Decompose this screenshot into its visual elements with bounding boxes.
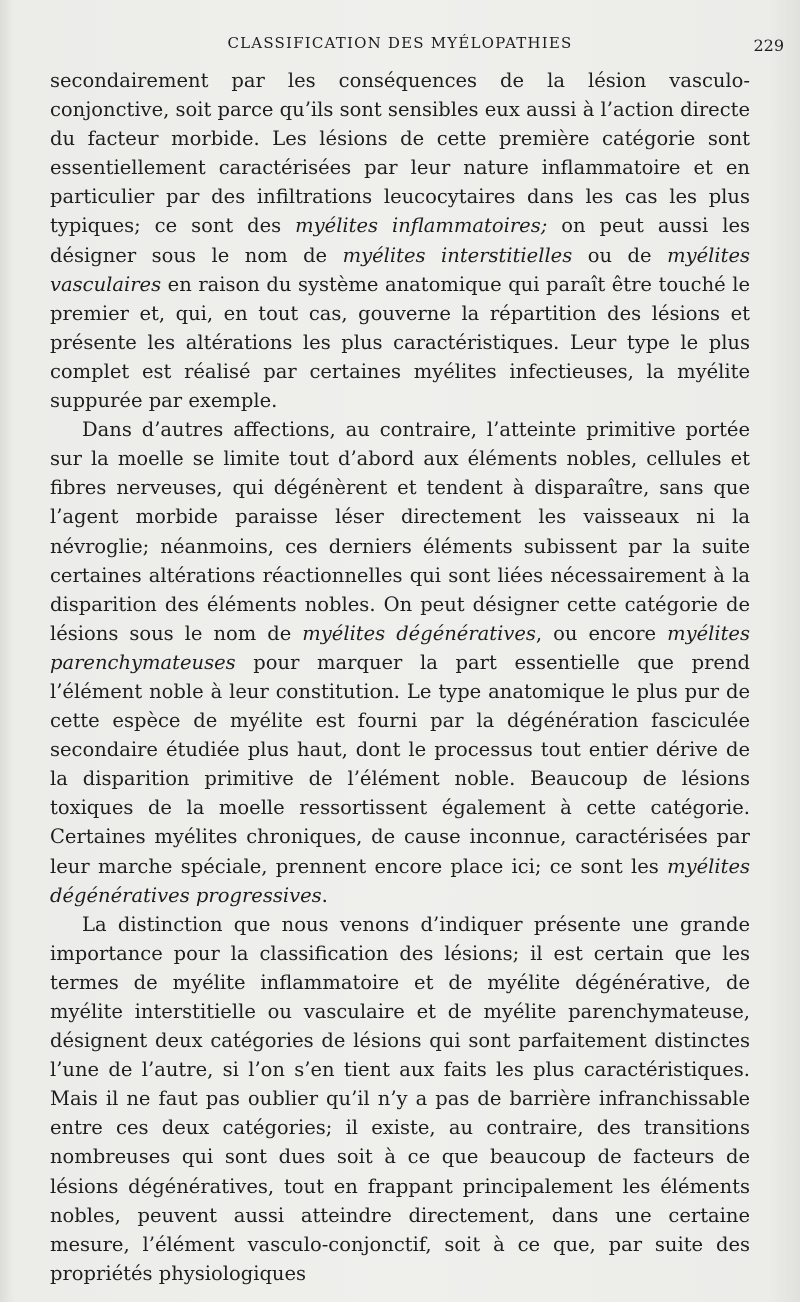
text-run: Dans d’autres affections, au contraire, l’atteinte primitive portée sur la moelle se limite tout d’abord aux éléments nobles, cellules et fibres nerveuses, qui dégénèrent et tendent à disparaître, sans que l’agent morbide paraisse léser directement les vaisseaux ni la névroglie; néanmoins, ces derniers éléments subissent par la suite certaines altérations réactionnelles qui sont liées nécessairement à la disparition des éléments nobles. On peut désigner cette catégorie de lésions sous le nom de bbox=[50, 418, 750, 645]
running-title: CLASSIFICATION DES MYÉLOPATHIES bbox=[227, 34, 573, 52]
text-run: secondairement par les conséquences de la lésion vasculo-conjonctive, soit parce qu’ils sont sensibles eux aussi à l’action directe du facteur morbide. Les lésions de cette première catégorie sont essentiellement caractérisées par leur nature inflammatoire et en particulier par des infiltrations leucocytaires dans les cas les plus typiques; ce sont des bbox=[50, 69, 750, 238]
italic-term: myélites inflammatoires; bbox=[295, 214, 548, 238]
text-run: , ou encore bbox=[535, 621, 668, 645]
body-text bbox=[50, 66, 750, 1288]
italic-term: myélites interstitielles bbox=[342, 243, 573, 267]
italic-term: myélites vasculaires bbox=[50, 243, 750, 296]
page-header bbox=[0, 34, 800, 58]
page-number: 229 bbox=[753, 36, 784, 55]
text-run: en raison du système anatomique qui paraît être touché le premier et, qui, en tout cas, gouverne la répartition des lésions et présente les altérations les plus caractéristiques. Leur type le plus complet est réalisé par certaines myélites infectieuses, la myélite suppurée par exemple. bbox=[50, 272, 750, 413]
paragraph-3 bbox=[50, 910, 750, 1288]
italic-term: myélites dégénératives progressives bbox=[50, 854, 750, 907]
text-run: ou de bbox=[572, 243, 668, 267]
paragraph-2 bbox=[50, 415, 750, 910]
text-run: . bbox=[321, 883, 328, 907]
text-run: on peut aussi les désigner sous le nom de bbox=[50, 214, 750, 267]
paragraph-1 bbox=[50, 66, 750, 415]
text-run: La distinction que nous venons d’indiquer présente une grande importance pour la classification des lésions; il est certain que les termes de myélite inflammatoire et de myélite dégénérative, de myélite interstitielle ou vasculaire et de myélite parenchymateuse, désignent deux catégories de lésions qui sont parfaitement distinctes l’une de l’autre, si l’on s’en tient aux faits les plus caractéristiques. Mais il ne faut pas oublier qu’il n’y a pas de barrière infranchissable entre ces deux catégories; il existe, au contraire, des transitions nombreuses qui sont dues soit à ce que beaucoup de facteurs de lésions dégénératives, tout en frappant principalement les éléments nobles, peuvent aussi atteindre directement, dans une certaine mesure, l’élément vasculo-conjonctif, soit à ce que, par suite des propriétés physiologiques bbox=[50, 912, 750, 1285]
italic-term: myélites dégénératives bbox=[302, 621, 536, 645]
italic-term: myélites parenchymateuses bbox=[50, 621, 750, 674]
text-run: pour marquer la part essentielle que prend l’élément noble à leur constitution. Le type anatomique le plus pur de cette espèce de myélite est fourni par la dégénération fasciculée secondaire étudiée plus haut, dont le processus tout entier dérive de la disparition primitive de l’élément noble. Beaucoup de lésions toxiques de la moelle ressortissent également à cette catégorie. Certaines myélites chroniques, de cause inconnue, caractérisées par leur marche spéciale, prennent encore place ici; ce sont les bbox=[50, 650, 750, 878]
